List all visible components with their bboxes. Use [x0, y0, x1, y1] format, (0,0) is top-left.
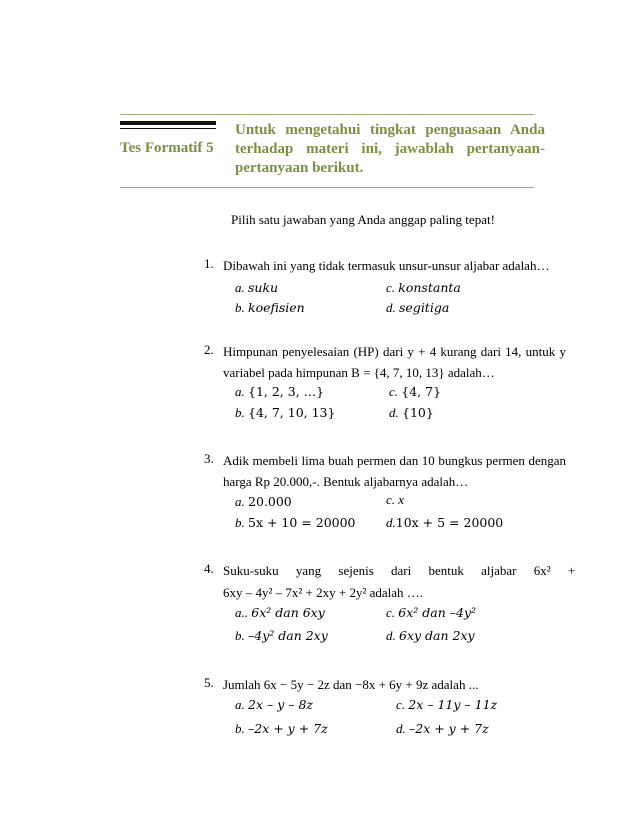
question-text-line: Himpunan penyelesaian (HP) dari y + 4 kurang dari 14, untuk y — [223, 344, 566, 359]
option-2a[interactable] — [235, 384, 324, 400]
option-3c[interactable] — [386, 492, 404, 508]
question-number: 3. — [204, 451, 214, 466]
intro-text — [235, 121, 545, 178]
option-text: 2x – 11y – 11z — [408, 697, 498, 712]
question-number: 4. — [204, 561, 214, 576]
header-top-rule — [120, 114, 534, 115]
option-label: b. — [235, 405, 245, 420]
option-label: d. — [386, 300, 396, 315]
page-title: Tes Formatif 5 — [120, 140, 214, 156]
question-text: Jumlah 6x − 5y − 2z dan −8x + 6y + 9z adalah ... — [223, 677, 479, 692]
option-text: 6x² dan –4y² — [398, 605, 477, 620]
option-3a[interactable] — [235, 494, 292, 510]
option-text: x — [398, 492, 405, 507]
option-text: 10x + 5 = 20000 — [395, 515, 504, 530]
option-4a[interactable] — [235, 605, 325, 621]
option-1c[interactable] — [386, 280, 461, 296]
question-text-line: Suku-suku yang sejenis dari bentuk aljabar 6x² + — [223, 563, 576, 578]
option-1a[interactable] — [235, 280, 278, 296]
option-5a[interactable] — [235, 697, 313, 713]
option-label: c. — [386, 280, 396, 295]
option-5d[interactable] — [396, 721, 489, 737]
title-bars — [120, 121, 216, 129]
option-text: koefisien — [248, 300, 305, 315]
option-label: b. — [235, 721, 245, 736]
question-text-line: 6xy – 4y² – 7x² + 2xy + 2y² adalah …. — [223, 585, 424, 600]
option-label: a. — [235, 384, 245, 399]
option-text: {10} — [402, 405, 434, 420]
title-bar-thin — [120, 128, 216, 129]
option-text: 2x – y – 8z — [248, 697, 313, 712]
option-text: konstanta — [398, 280, 461, 295]
option-label: d. — [396, 721, 406, 736]
option-text: 6x² dan 6xy — [251, 605, 325, 620]
option-text: 6xy dan 2xy — [399, 628, 475, 643]
question-text-line: Adik membeli lima buah permen dan 10 bungkus permen dengan — [223, 453, 566, 468]
question-number: 2. — [204, 342, 214, 357]
option-label: c. — [386, 605, 396, 620]
option-2c[interactable] — [389, 384, 441, 400]
option-3d[interactable] — [386, 515, 503, 531]
question-text-line: variabel pada himpunan B = {4, 7, 10, 13} adalah… — [223, 365, 495, 380]
option-label: d. — [386, 515, 396, 530]
option-text: segitiga — [399, 300, 450, 315]
option-label: a.. — [235, 605, 248, 620]
question-text-line: harga Rp 20.000,-. Bentuk aljabarnya adalah… — [223, 474, 469, 489]
intro-line: pertanyaan berikut. — [235, 160, 364, 176]
option-text: {4, 7} — [401, 384, 442, 399]
option-label: a. — [235, 280, 245, 295]
option-2b[interactable] — [235, 405, 335, 421]
option-4b[interactable] — [235, 628, 328, 644]
option-3b[interactable] — [235, 515, 356, 531]
title-bar-thick — [120, 121, 216, 125]
intro-line: terhadap materi ini, jawablah pertanyaan- — [235, 141, 545, 157]
option-label: a. — [235, 494, 245, 509]
question-number: 1. — [204, 256, 214, 271]
option-5b[interactable] — [235, 721, 328, 737]
option-text: –2x + y + 7z — [409, 721, 489, 736]
option-4c[interactable] — [386, 605, 476, 621]
option-label: c. — [396, 697, 406, 712]
option-label: c. — [386, 492, 396, 507]
intro-line: Untuk mengetahui tingkat penguasaan Anda — [235, 122, 545, 138]
option-label: d. — [386, 628, 396, 643]
option-text: 20.000 — [248, 494, 292, 509]
option-1b[interactable] — [235, 300, 305, 316]
header-bottom-rule — [120, 187, 534, 188]
option-label: b. — [235, 300, 245, 315]
option-label: a. — [235, 697, 245, 712]
option-4d[interactable] — [386, 628, 475, 644]
question-text: Dibawah ini yang tidak termasuk unsur-unsur aljabar adalah… — [223, 258, 550, 273]
option-text: 5x + 10 = 20000 — [248, 515, 356, 530]
option-label: b. — [235, 515, 245, 530]
option-text: –2x + y + 7z — [248, 721, 328, 736]
question-number: 5. — [204, 675, 214, 690]
option-label: c. — [389, 384, 399, 399]
instruction-text: Pilih satu jawaban yang Anda anggap paling tepat! — [231, 212, 495, 227]
option-5c[interactable] — [396, 697, 497, 713]
option-text: {4, 7, 10, 13} — [248, 405, 336, 420]
option-text: {1, 2, 3, …} — [248, 384, 325, 399]
option-text: –4y² dan 2xy — [248, 628, 328, 643]
option-text: suku — [248, 280, 279, 295]
option-2d[interactable] — [389, 405, 434, 421]
option-1d[interactable] — [386, 300, 449, 316]
option-label: d. — [389, 405, 399, 420]
option-label: b. — [235, 628, 245, 643]
